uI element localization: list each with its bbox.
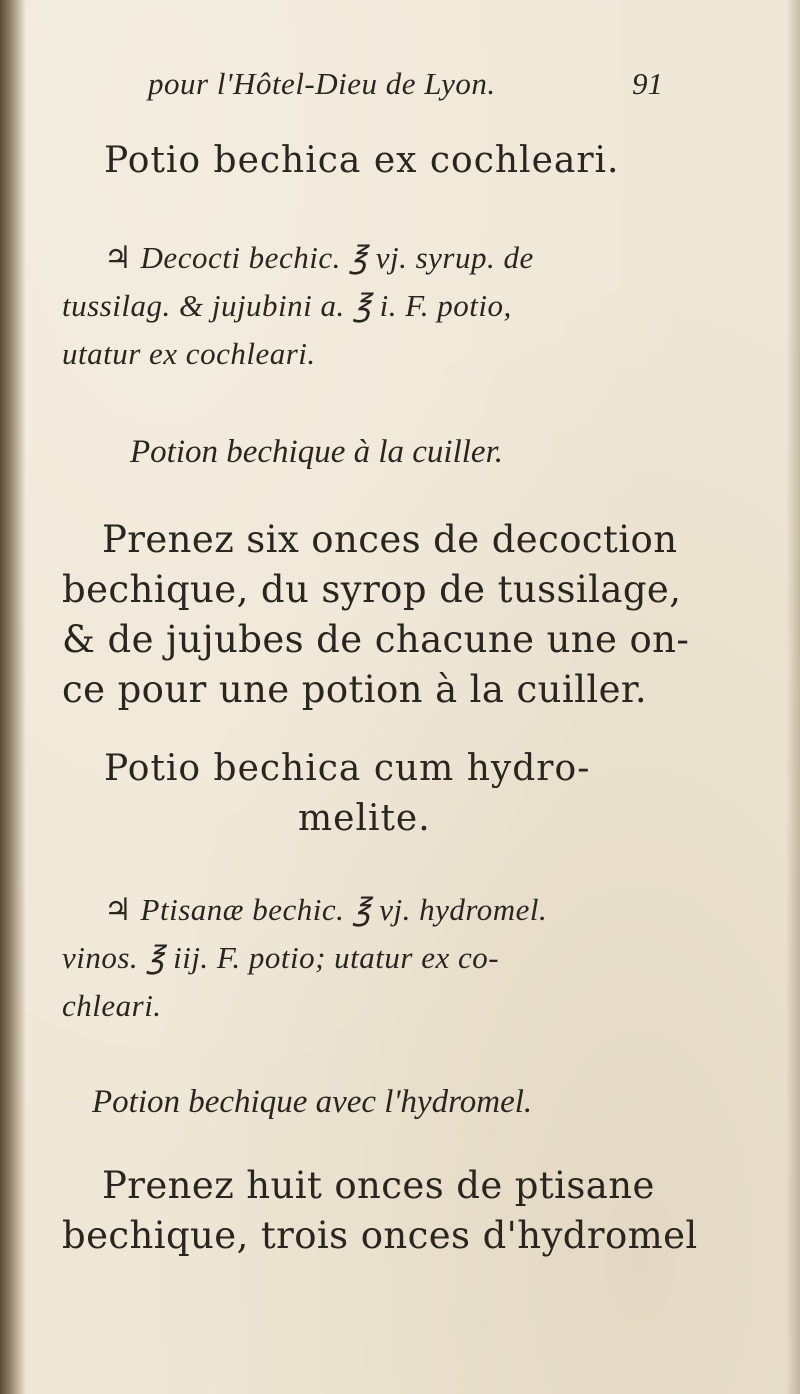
recipe-1-french-line: Prenez six onces de decoction — [102, 518, 678, 561]
recipe-1-french-line: & de jujubes de chacune une on- — [62, 618, 690, 661]
binding-gutter-shadow — [0, 0, 26, 1394]
recipe-2-french-line: bechique, trois onces d'hydromel — [62, 1214, 698, 1257]
running-head-title: pour l'Hôtel-Dieu de Lyon. — [148, 66, 496, 101]
recipe-2-latin-line: chleari. — [62, 988, 162, 1023]
recipe-1-latin-title: Potio bechica ex cochleari. — [104, 140, 620, 181]
recipe-2-latin-title: Potio bechica cum hydro- — [104, 748, 591, 789]
recipe-1-french-line: ce pour une potion à la cuiller. — [62, 668, 648, 711]
page-number: 91 — [632, 66, 663, 101]
recipe-2-latin-line: ♃ Ptisanæ bechic. ℥ vj. hydromel. — [104, 892, 548, 927]
recipe-1-latin-line: utatur ex cochleari. — [62, 336, 316, 371]
recipe-1-latin-line: tussilag. & jujubini a. ℥ i. F. potio, — [62, 288, 512, 323]
recipe-1-french-title: Potion bechique à la cuiller. — [130, 434, 504, 470]
recipe-1-latin-line: ♃ Decocti bechic. ℥ vj. syrup. de — [104, 240, 534, 275]
page-edge-shadow — [786, 0, 800, 1394]
recipe-2-latin-line: vinos. ℥ iij. F. potio; utatur ex co- — [62, 940, 500, 975]
recipe-1-french-line: bechique, du syrop de tussilage, — [62, 568, 682, 611]
recipe-2-french-line: Prenez huit onces de ptisane — [102, 1164, 655, 1207]
recipe-2-latin-title: melite. — [298, 798, 431, 839]
recipe-2-french-title: Potion bechique avec l'hydromel. — [92, 1084, 533, 1120]
